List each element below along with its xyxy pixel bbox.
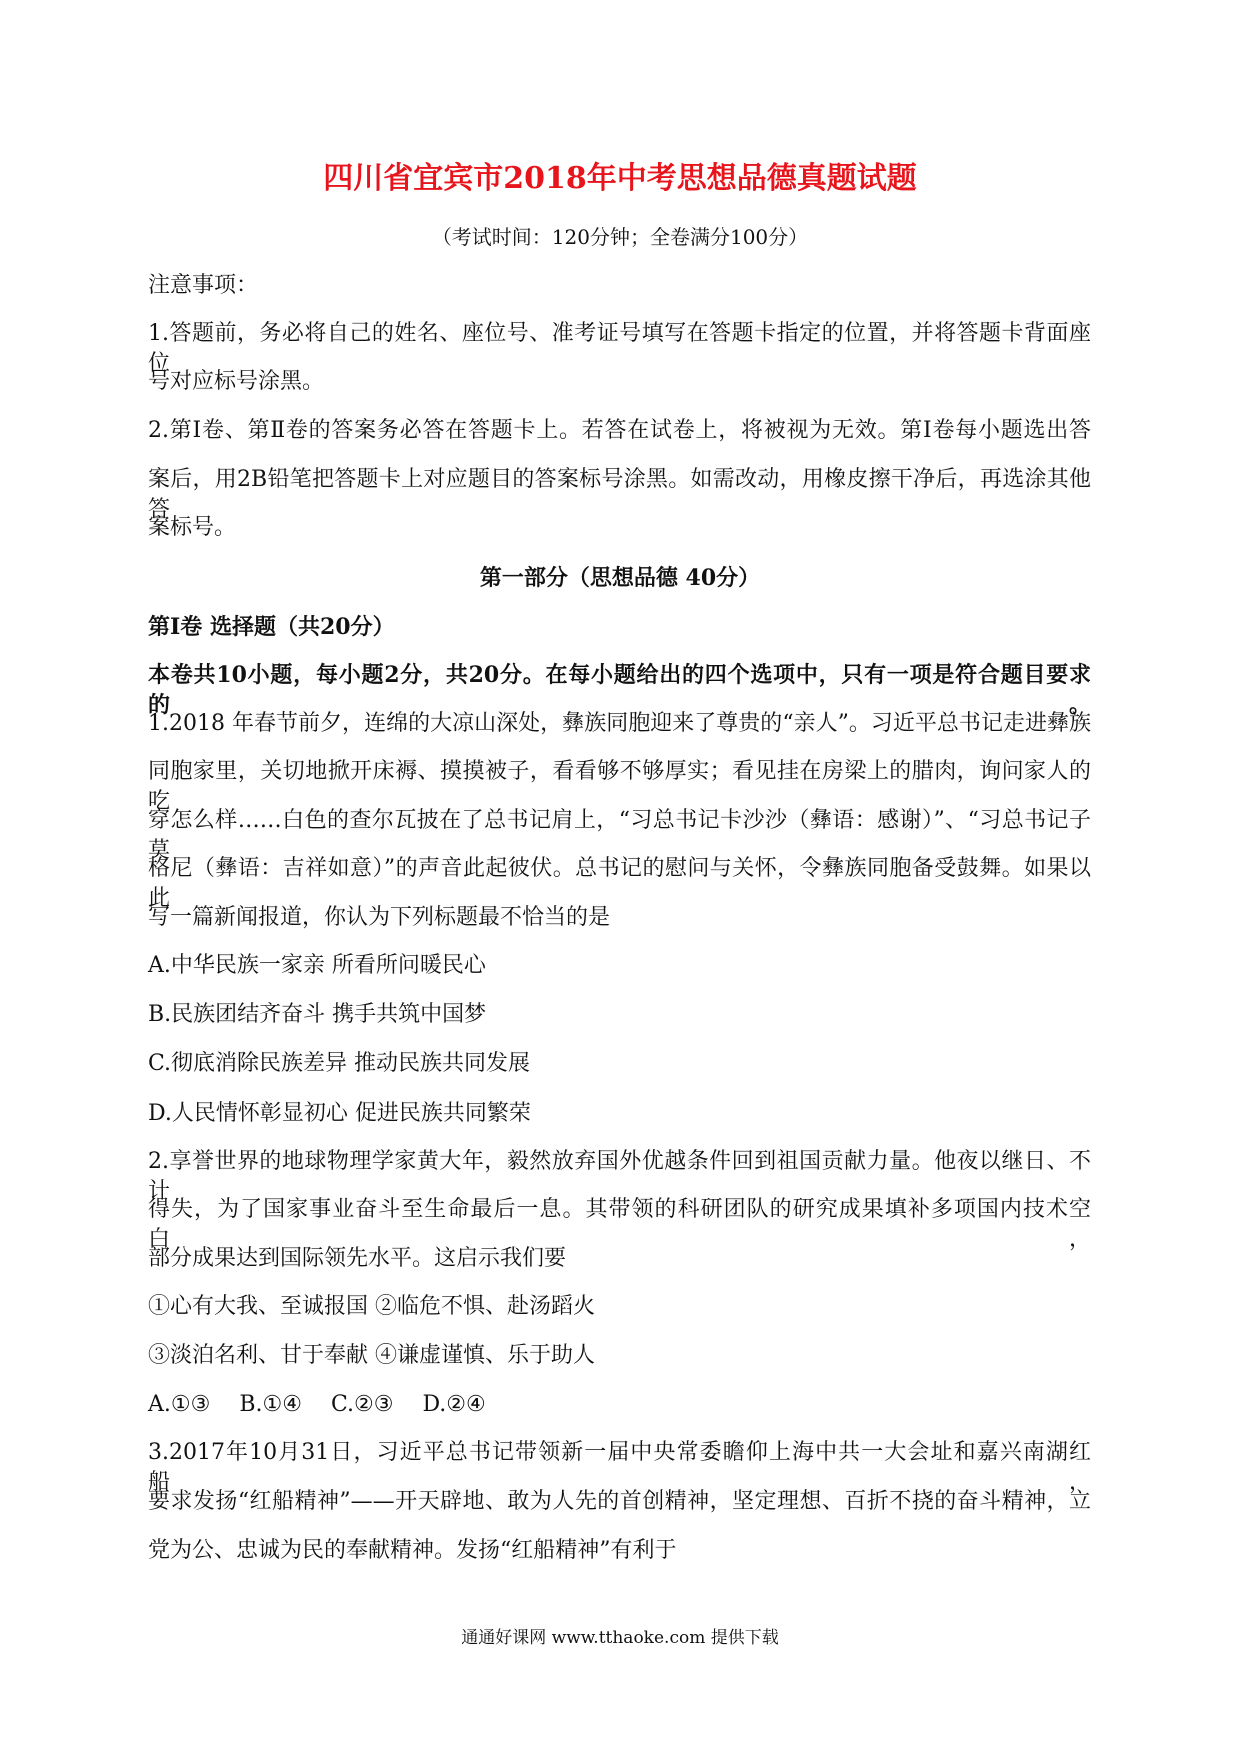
option-c: C.彻底消除民族差异 推动民族共同发展 <box>148 1051 531 1076</box>
statement-line: ①心有大我、至诚报国 ②临危不惧、赴汤蹈火 <box>148 1294 595 1319</box>
option-b: B.民族团结齐奋斗 携手共筑中国梦 <box>148 1002 487 1027</box>
question-text: 穿怎么样……白色的查尔瓦披在了总书记肩上，“习总书记卡沙沙（彝语：感谢）”、“习总书记子莫 <box>148 808 1091 863</box>
question-text: 2.享誉世界的地球物理学家黄大年，毅然放弃国外优越条件回到祖国贡献力量。他夜以继日、不计 <box>148 1149 1091 1204</box>
notes-heading: 注意事项： <box>148 273 259 298</box>
notes-line: 案标号。 <box>148 515 237 540</box>
option-c: C.②③ <box>330 1392 394 1417</box>
section-heading: 第Ⅰ卷 选择题（共20分） <box>148 614 395 640</box>
statement-line: ③淡泊名利、甘于奉献 ④谦虚谨慎、乐于助人 <box>148 1343 595 1368</box>
section-instructions: 本卷共10小题，每小题2分，共20分。在每小题给出的四个选项中，只有一项是符合题目要求的。 <box>148 662 1091 718</box>
option-a: A.①③ <box>148 1392 211 1417</box>
question-text: 1.2018 年春节前夕，连绵的大凉山深处，彝族同胞迎来了尊贵的“亲人”。习近平总书记走进彝族 <box>148 711 1091 736</box>
question-text: 党为公、忠诚为民的奉献精神。发扬“红船精神”有利于 <box>148 1538 677 1563</box>
notes-line: 1.答题前，务必将自己的姓名、座位号、准考证号填写在答题卡指定的位置，并将答题卡背面座位 <box>148 321 1091 376</box>
option-d: D.②④ <box>422 1392 486 1417</box>
options-row <box>148 1390 486 1420</box>
option-b: B.①④ <box>239 1392 302 1417</box>
question-text: 部分成果达到国际领先水平。这启示我们要 <box>148 1246 567 1271</box>
question-text: 写一篇新闻报道，你认为下列标题最不恰当的是 <box>148 905 611 930</box>
question-text: 3.2017年10月31日，习近平总书记带领新一届中央常委瞻仰上海中共一大会址和嘉兴南湖红船， <box>148 1440 1091 1495</box>
notes-line: 案后，用2B铅笔把答题卡上对应题目的答案标号涂黑。如需改动，用橡皮擦干净后，再选涂其他答 <box>148 467 1091 522</box>
option-d: D.人民情怀彰显初心 促进民族共同繁荣 <box>148 1101 531 1126</box>
option-a: A.中华民族一家亲 所看所问暖民心 <box>148 953 486 978</box>
exam-info: （考试时间：120分钟；全卷满分100分） <box>431 225 809 249</box>
question-text: 格尼（彝语：吉祥如意）”的声音此起彼伏。总书记的慰问与关怀，令彝族同胞备受鼓舞。如果以此 <box>148 856 1091 911</box>
question-text: 要求发扬“红船精神”——开天辟地、敢为人先的首创精神，坚定理想、百折不挠的奋斗精神，立 <box>148 1489 1091 1514</box>
part-heading: 第一部分（思想品德 40分） <box>479 565 761 591</box>
document-title: 四川省宜宾市2018年中考思想品德真题试题 <box>323 161 917 196</box>
question-text: 同胞家里，关切地掀开床褥、摸摸被子，看看够不够厚实；看见挂在房梁上的腊肉，询问家人的吃 <box>148 759 1091 814</box>
notes-line: 号对应标号涂黑。 <box>148 369 325 394</box>
notes-line: 2.第Ⅰ卷、第Ⅱ卷的答案务必答在答题卡上。若答在试卷上，将被视为无效。第Ⅰ卷每小题选出答 <box>148 418 1091 443</box>
question-text: 得失，为了国家事业奋斗至生命最后一息。其带领的科研团队的研究成果填补多项国内技术空白， <box>148 1197 1091 1252</box>
footer-source: 通通好课网 www.tthaoke.com 提供下载 <box>461 1628 779 1648</box>
